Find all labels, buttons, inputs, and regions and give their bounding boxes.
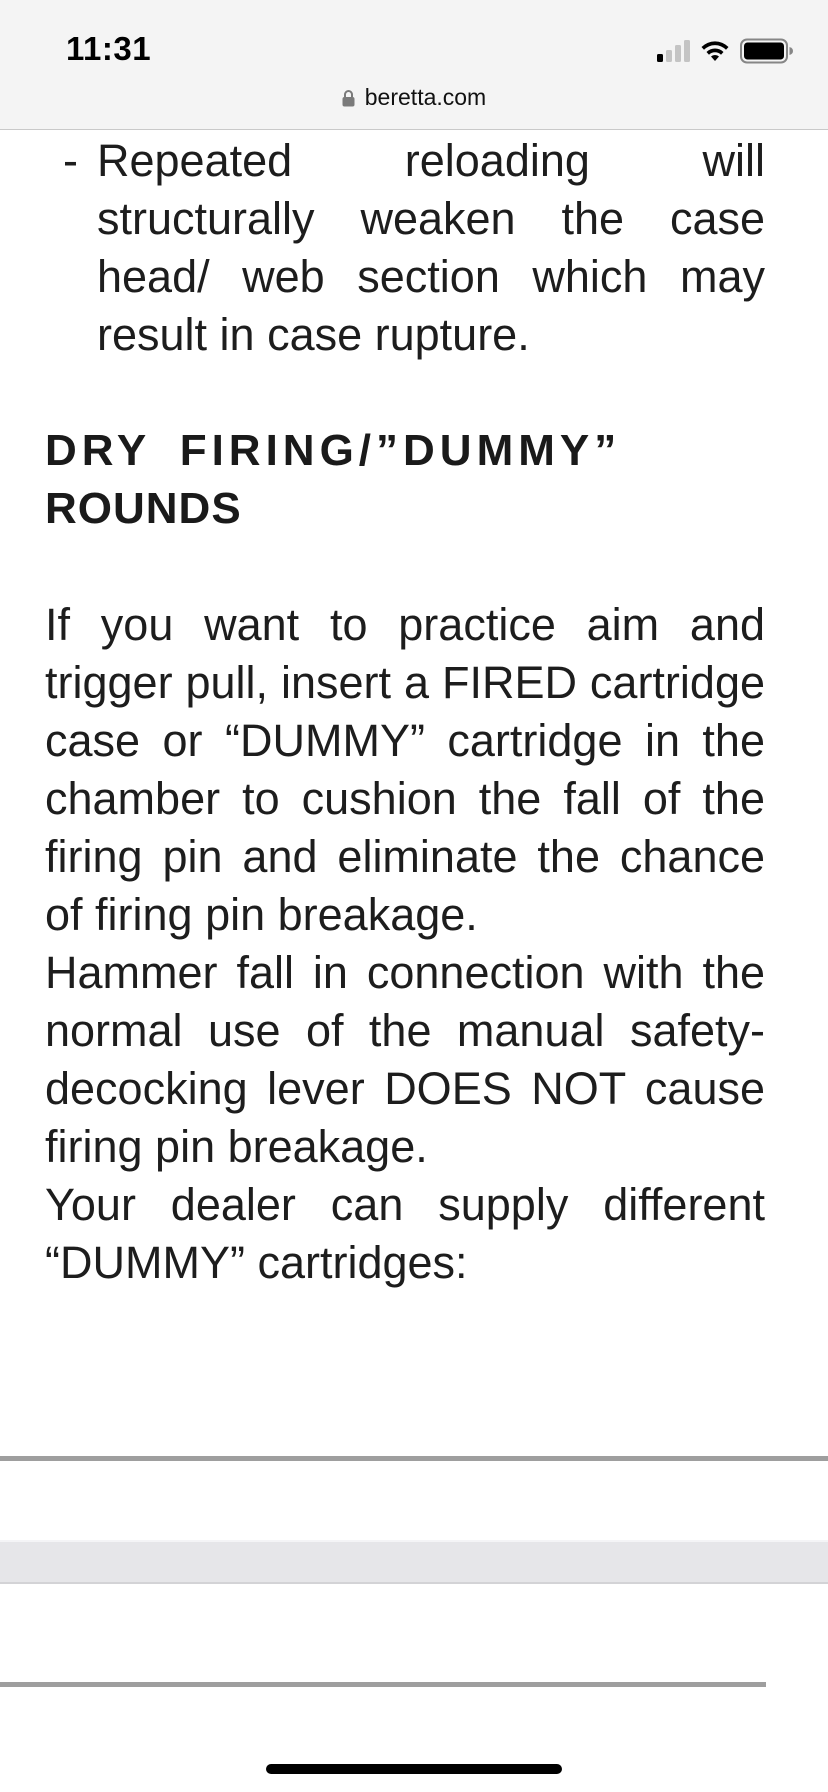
status-time: 11:31 xyxy=(66,30,152,67)
bullet-text: Repeated reloading will structurally weaken the case head/ web section which may result in case rupture. xyxy=(97,135,765,360)
lock-icon xyxy=(342,89,355,107)
browser-status-bar xyxy=(0,0,828,130)
address-bar[interactable] xyxy=(0,84,828,111)
paragraph-dealer: Your dealer can supply different “DUMMY” cartridges: xyxy=(45,1179,765,1288)
list-item xyxy=(45,132,765,364)
page-separator-band xyxy=(0,1540,828,1584)
url-text: beretta.com xyxy=(364,84,487,110)
wifi-icon xyxy=(700,40,730,62)
paragraph-hammer-fall: Hammer fall in connection with the normal use of the manual safety-decocking lever DOES NOT cause firing pin breakage. xyxy=(45,947,765,1172)
horizontal-rule-bottom xyxy=(0,1682,766,1687)
heading-line-2: ROUNDS xyxy=(45,484,242,533)
horizontal-rule-top xyxy=(0,1456,828,1461)
heading-line-1: DRY FIRING/”DUMMY” xyxy=(45,426,622,475)
document-body xyxy=(45,132,765,1292)
status-icons xyxy=(657,36,794,66)
bullet-dash: - xyxy=(63,135,78,186)
section-heading xyxy=(45,422,765,538)
paragraph-dummy-practice: If you want to practice aim and trigger pull, insert a FIRED cartridge case or “DUMMY” cartridge in the chamber to cushion the fall of the firing pin and eliminate the chance of firing pin breakage. xyxy=(45,599,765,940)
home-indicator[interactable] xyxy=(266,1764,562,1774)
cellular-signal-icon xyxy=(657,40,690,62)
battery-icon xyxy=(740,38,794,64)
